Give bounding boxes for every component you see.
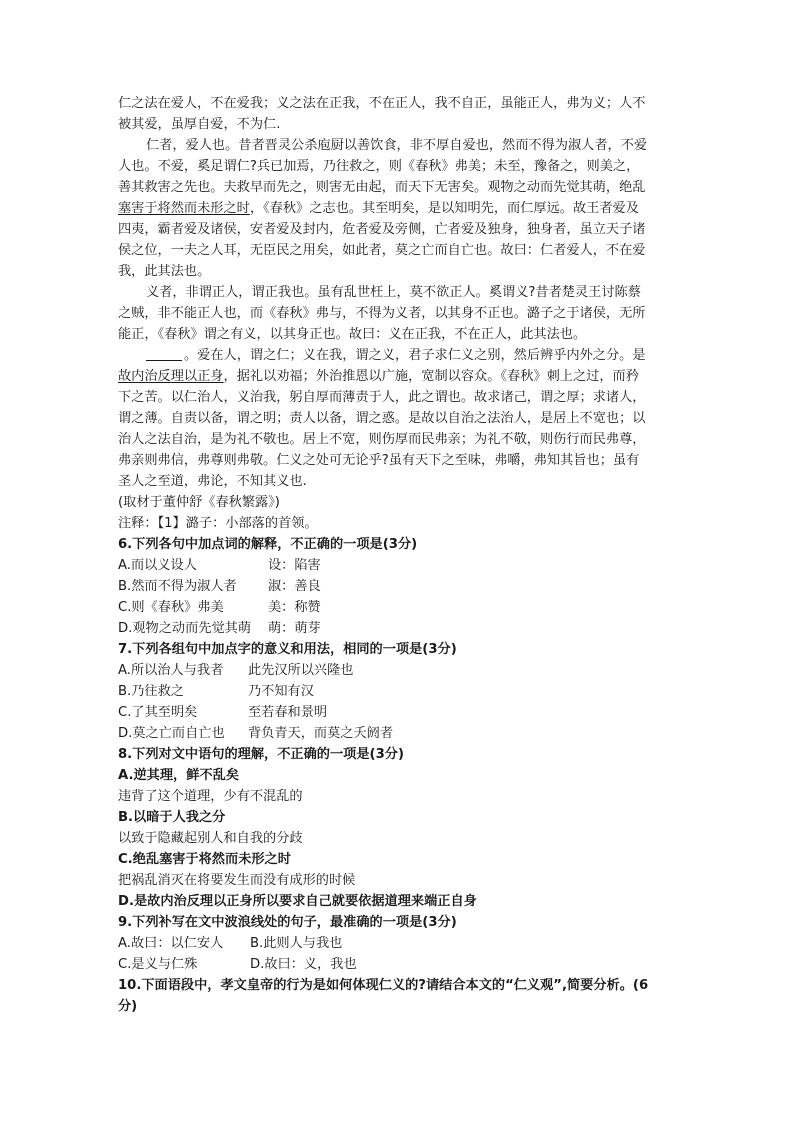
text-line: 仁之法在爱人，不在爱我；义之法在正我，不在正人，我不自正，虽能正人，弗为义；人不: [118, 96, 646, 111]
option-explanation: 违背了这个道理，少有不混乱的: [118, 789, 303, 804]
option-line: [118, 702, 678, 723]
option-line: C.绝乱塞害于将然而未形之时: [118, 852, 291, 867]
text-line: 被其爱，虽厚自爱，不为仁.: [118, 117, 281, 132]
option-pair: 乃不知有汉: [248, 684, 314, 699]
option-text: B.然而不得为淑人者: [118, 579, 237, 594]
question-9: [118, 912, 678, 975]
question-stem: 8.下列对文中语句的理解，不正确的一项是(3分): [118, 747, 404, 762]
paragraph-3: [118, 282, 678, 345]
exam-page: [118, 93, 678, 1017]
annotation-note: 注释：【1】潞子：小部落的首领。: [118, 516, 318, 531]
paragraph-4: [118, 345, 678, 492]
text-line: [118, 366, 678, 387]
option-gloss: 设：陷害: [268, 558, 321, 573]
option-d: D.故曰：义，我也: [250, 957, 357, 972]
option-explanation: 以致于隐藏起别人和自我的分歧: [118, 831, 303, 846]
text-line: 能正，《春秋》谓之有义，以其身正也。故曰：义在正我，不在正人，此其法也。: [118, 327, 587, 342]
underlined-phrase: 塞害于将然而未形之时: [118, 201, 250, 216]
option-pair: 背负青天，而莫之夭阏者: [248, 726, 394, 741]
text-line: [118, 198, 678, 219]
option-pair: 此先汉所以兴隆也: [248, 663, 354, 678]
option-line: [118, 954, 678, 975]
option-line: [118, 681, 678, 702]
question-8: [118, 744, 678, 912]
text-line: 仁者，爱人也。昔者晋灵公杀庖厨以善饮食，非不厚自爱也，然而不得为淑人者，不爱: [146, 138, 648, 153]
source-citation: (取材于董仲舒《春秋繁露》): [118, 495, 280, 510]
option-line: [118, 576, 678, 597]
text-line: 之贼，非不能正人也，而《春秋》弗与，不得为义者，以其身不正也。潞子之于诸侯，无所: [118, 306, 646, 321]
text-line: 谓之薄。自责以备，谓之明；责人以备，谓之惑。是故以自治之法治人，是居上不宽也；以: [118, 411, 646, 426]
option-line: [118, 723, 678, 744]
question-stem: 10.下面语段中，孝文皇帝的行为是如何体现仁义的?请结合本文的“仁义观”,简要分析。(6: [118, 978, 649, 993]
option-line: D.是故内治反理以正身所以要求自己就要依据道理来端正自身: [118, 894, 477, 909]
fill-in-blank: [146, 346, 182, 361]
text-line: 侯之位，一夫之人耳，无臣民之用矣，如此者，莫之亡而自亡也。故曰：仁者爱人，不在爱: [118, 243, 646, 258]
option-line: [118, 597, 678, 618]
text-line: 四夷，霸者爱及诸侯，安者爱及封内，危者爱及旁侧，亡者爱及独身，独身者，虽立天子诸: [118, 222, 646, 237]
option-text: C.则《春秋》弗美: [118, 600, 224, 615]
question-6: [118, 534, 678, 639]
question-10: [118, 975, 678, 1017]
text-line: 我，此其法也。: [118, 264, 211, 279]
question-7: [118, 639, 678, 744]
option-c: C.是义与仁殊: [118, 957, 198, 972]
text-line: 人也。不爱，奚足谓仁?兵已加焉，乃往救之，则《春秋》弗美；未至，豫备之，则美之，: [118, 159, 640, 174]
option-line: B.以暗于人我之分: [118, 810, 226, 825]
option-text: B.乃往救之: [118, 684, 184, 699]
option-explanation: 把祸乱消灭在将要发生而没有成形的时候: [118, 873, 356, 888]
question-stem-continued: 分): [118, 999, 138, 1014]
text-line: 下之苦。以仁治人，义治我，躬自厚而薄责于人，此之谓也。故求诸己，谓之厚；求诸人，: [118, 390, 646, 405]
text-line: 弗亲则弗信，弗尊则弗敬。仁义之处可无论乎?虽有天下之至味，弗嚼，弗知其旨也；虽有: [118, 453, 640, 468]
option-gloss: 美：称赞: [268, 600, 321, 615]
option-text: D.观物之动而先觉其萌: [118, 621, 252, 636]
option-line: [118, 660, 678, 681]
option-gloss: 淑：善良: [268, 579, 321, 594]
option-b: B.此则人与我也: [250, 936, 343, 951]
text-line: [118, 345, 678, 366]
option-text: D.莫之亡而自亡也: [118, 726, 225, 741]
option-text: C.了其至明矣: [118, 705, 198, 720]
paragraph-1: [118, 93, 678, 135]
text-line: 治人之法自治，是为礼不敬也。居上不宽，则伤厚而民弗亲；为礼不敬，则伤行而民弗尊，: [118, 432, 646, 447]
option-line: [118, 618, 678, 639]
text-segment: ，据礼以劝福；外治推恩以广施，宽制以容众。《春秋》刺上之过，而矜: [223, 369, 639, 384]
option-a: A.故曰：以仁安人: [118, 936, 224, 951]
option-line: [118, 555, 678, 576]
option-pair: 至若春和景明: [248, 705, 328, 720]
text-line: 圣人之至道，弗论，不知其义也.: [118, 474, 307, 489]
question-stem: 9.下列补写在文中波浪线处的句子，最准确的一项是(3分): [118, 915, 457, 930]
option-text: A.所以治人与我者: [118, 663, 224, 678]
option-line: A.逆其理，鲜不乱矣: [118, 768, 239, 783]
paragraph-2: [118, 135, 678, 282]
text-segment: ，《春秋》之志也。其至明矣，是以知明先，而仁厚远。故王者爱及: [249, 201, 639, 216]
underlined-phrase: 故内治反理以正身: [118, 369, 224, 384]
question-stem: 6.下列各句中加点词的解释，不正确的一项是(3分): [118, 537, 418, 552]
text-line: 善其救害之先也。夫救早而先之，则害无由起，而天下无害矣。观物之动而先觉其萌，绝乱: [118, 180, 646, 195]
text-line: 义者，非谓正人，谓正我也。虽有乱世枉上，莫不欲正人。奚谓义?昔者楚灵王讨陈蔡: [146, 285, 641, 300]
text-segment: 。爱在人，谓之仁；义在我，谓之义，君子求仁义之别，然后辨乎内外之分。是: [184, 348, 646, 363]
option-line: [118, 933, 678, 954]
option-gloss: 萌：萌芽: [268, 621, 321, 636]
option-text: A.而以义设人: [118, 558, 197, 573]
question-stem: 7.下列各组句中加点字的意义和用法，相同的一项是(3分): [118, 642, 457, 657]
